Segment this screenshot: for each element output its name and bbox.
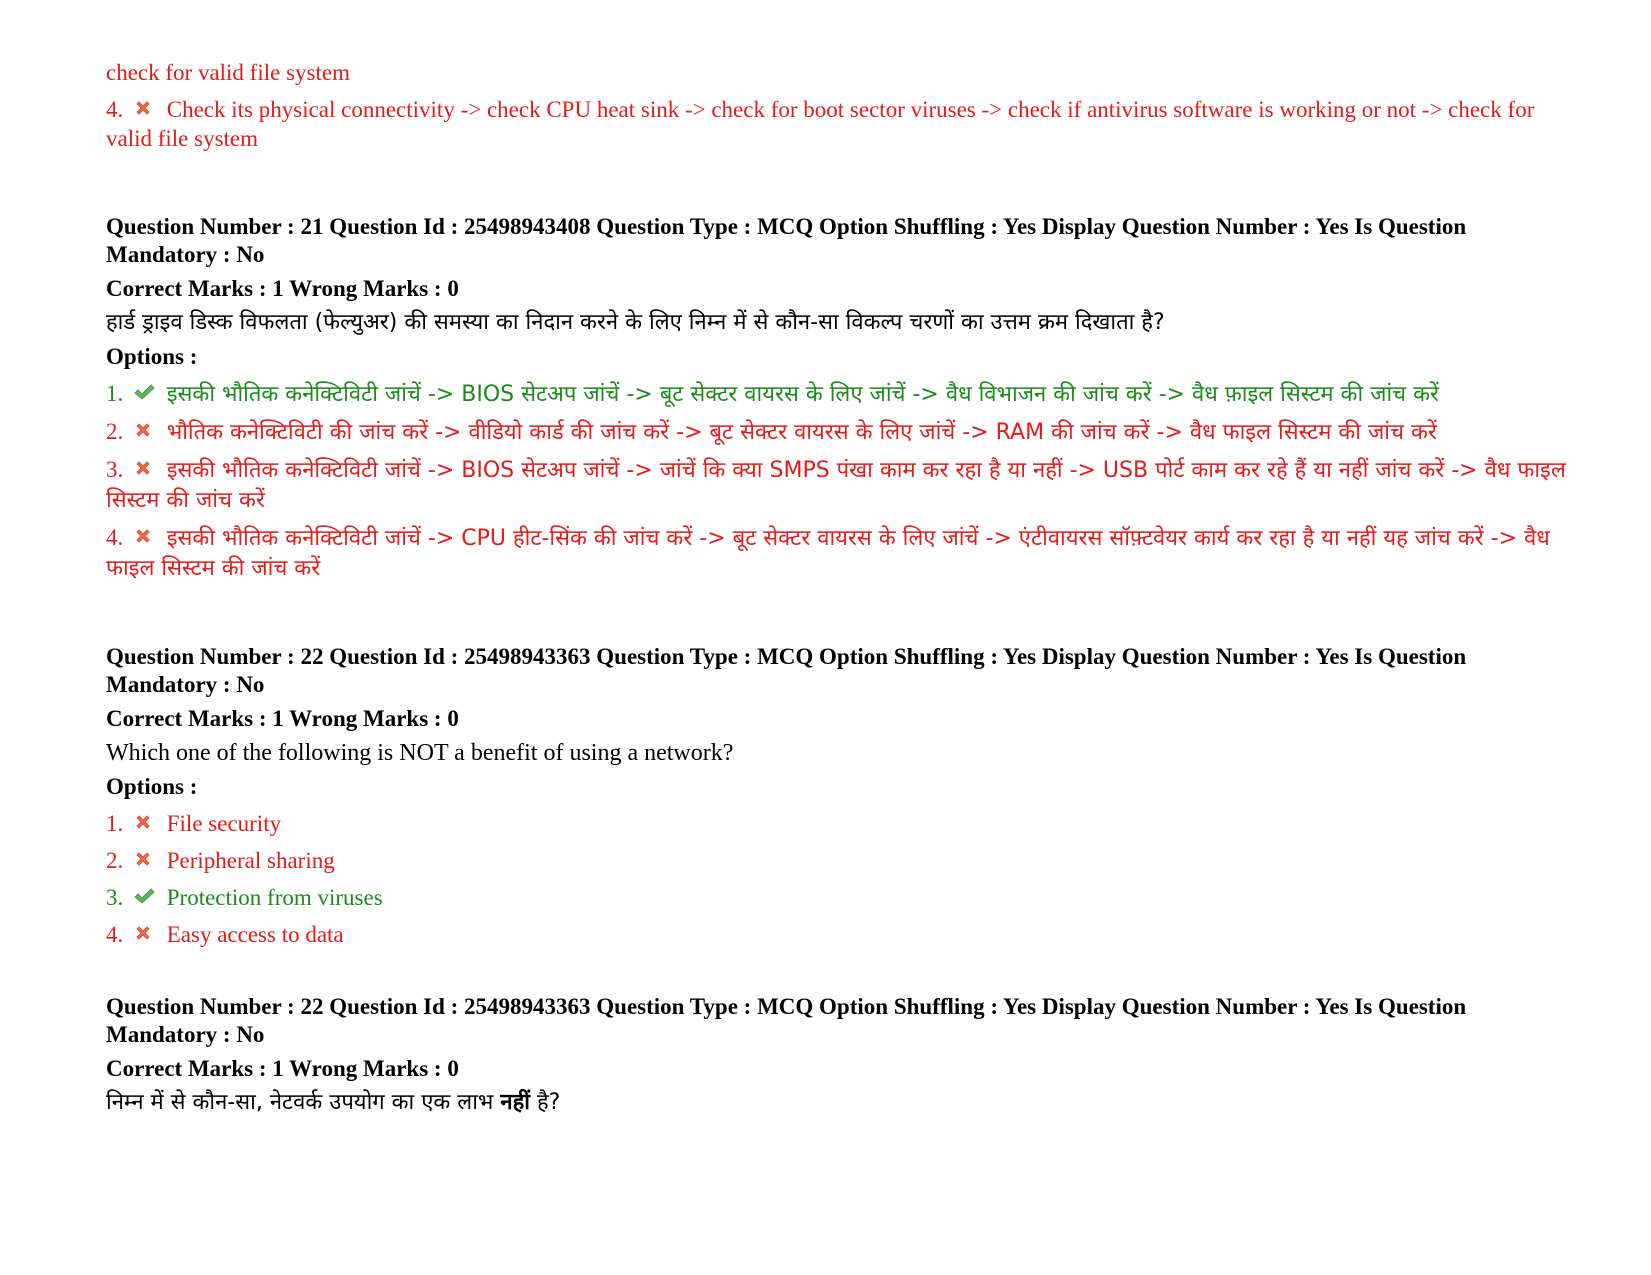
question-block-21: [106, 213, 1576, 583]
question-marks: Correct Marks : 1 Wrong Marks : 0: [106, 276, 459, 301]
option-number: 3.: [106, 457, 124, 482]
question-marks: Correct Marks : 1 Wrong Marks : 0: [106, 706, 459, 731]
option-text: इसकी भौतिक कनेक्टिविटी जांचें -> BIOS सेटअप जांचें -> बूट सेक्टर वायरस के लिए जांचें -> वैध विभाजन की जांच करें -> वैध फ़ाइल सिस्टम की जांच करें: [166, 382, 1440, 407]
option-3: [106, 883, 1576, 912]
option-text: Protection from viruses: [166, 885, 383, 910]
option-number: 4.: [106, 525, 124, 550]
question-header: Question Number : 21 Question Id : 25498943408 Question Type : MCQ Option Shuffling : Yes Display Question Number : Yes Is Question Mandatory : No: [106, 214, 1467, 267]
option-text: File security: [166, 811, 282, 836]
cross-icon: [133, 849, 155, 869]
option-number: 4.: [106, 922, 124, 947]
option-text: Peripheral sharing: [166, 848, 335, 873]
option-continuation: check for valid file system: [106, 60, 350, 85]
option-4-previous: [106, 95, 1576, 153]
cross-icon: [133, 812, 155, 832]
cross-icon: [133, 458, 155, 478]
cross-icon: [133, 923, 155, 943]
option-text: भौतिक कनेक्टिविटी की जांच करें -> वीडियो कार्ड की जांच करें -> बूट सेक्टर वायरस के लिए जांचें -> RAM की जांच करें -> वैध फाइल सिस्टम की जांच करें: [166, 420, 1437, 445]
option-number: 4.: [106, 97, 124, 122]
question-text: Which one of the following is NOT a benefit of using a network?: [106, 740, 734, 766]
cross-icon: [133, 526, 155, 546]
option-text: Check its physical connectivity -> check CPU heat sink -> check for boot sector viruses -> check if antivirus software is working or not -> check for valid file system: [106, 97, 1535, 151]
cross-icon: [133, 420, 155, 440]
option-number: 2.: [106, 848, 124, 873]
question-header: Question Number : 22 Question Id : 25498943363 Question Type : MCQ Option Shuffling : Yes Display Question Number : Yes Is Question Mandatory : No: [106, 994, 1467, 1047]
option-text: इसकी भौतिक कनेक्टिविटी जांचें -> CPU हीट-सिंक की जांच करें -> बूट सेक्टर वायरस के लिए जांचें -> एंटीवायरस सॉफ़्टवेयर कार्य कर रहा है या नहीं यह जांच करें -> वैध फाइल सिस्टम की जांच करें: [106, 526, 1550, 581]
options-label: Options :: [106, 344, 198, 369]
document-page: [106, 58, 1576, 1123]
question-text: हार्ड ड्राइव डिस्क विफलता (फेल्युअर) की समस्या का निदान करने के लिए निम्न में से कौन-सा विकल्प चरणों का उत्तम क्रम दिखाता है?: [106, 310, 1165, 335]
question-header: Question Number : 22 Question Id : 25498943363 Question Type : MCQ Option Shuffling : Yes Display Question Number : Yes Is Question Mandatory : No: [106, 644, 1467, 697]
options-label: Options :: [106, 774, 198, 799]
option-number: 1.: [106, 381, 124, 406]
question-block-22-hindi: [106, 993, 1576, 1119]
option-4: [106, 523, 1576, 583]
question-text-before: निम्न में से कौन-सा, नेटवर्क उपयोग का एक लाभ: [106, 1090, 501, 1115]
question-text-after: है?: [529, 1090, 561, 1115]
option-number: 1.: [106, 811, 124, 836]
check-icon: [133, 886, 155, 906]
option-text: इसकी भौतिक कनेक्टिविटी जांचें -> BIOS सेटअप जांचें -> जांचें कि क्या SMPS पंखा काम कर रहा है या नहीं -> USB पोर्ट काम कर रहे हैं या नहीं जांच करें -> वैध फाइल सिस्टम की जांच करें: [106, 458, 1566, 513]
check-icon: [133, 382, 155, 402]
option-text: Easy access to data: [166, 922, 344, 947]
option-1: [106, 809, 1576, 838]
option-1: [106, 379, 1576, 409]
option-number: 3.: [106, 885, 124, 910]
option-3: [106, 455, 1576, 515]
cross-icon: [133, 98, 155, 118]
option-2: [106, 417, 1576, 447]
question-block-22-english: [106, 643, 1576, 949]
option-4: [106, 920, 1576, 949]
question-marks: Correct Marks : 1 Wrong Marks : 0: [106, 1056, 459, 1081]
option-2: [106, 846, 1576, 875]
question-text: [106, 1087, 1576, 1119]
option-number: 2.: [106, 419, 124, 444]
question-text-emphasis: नहीं: [500, 1090, 530, 1115]
